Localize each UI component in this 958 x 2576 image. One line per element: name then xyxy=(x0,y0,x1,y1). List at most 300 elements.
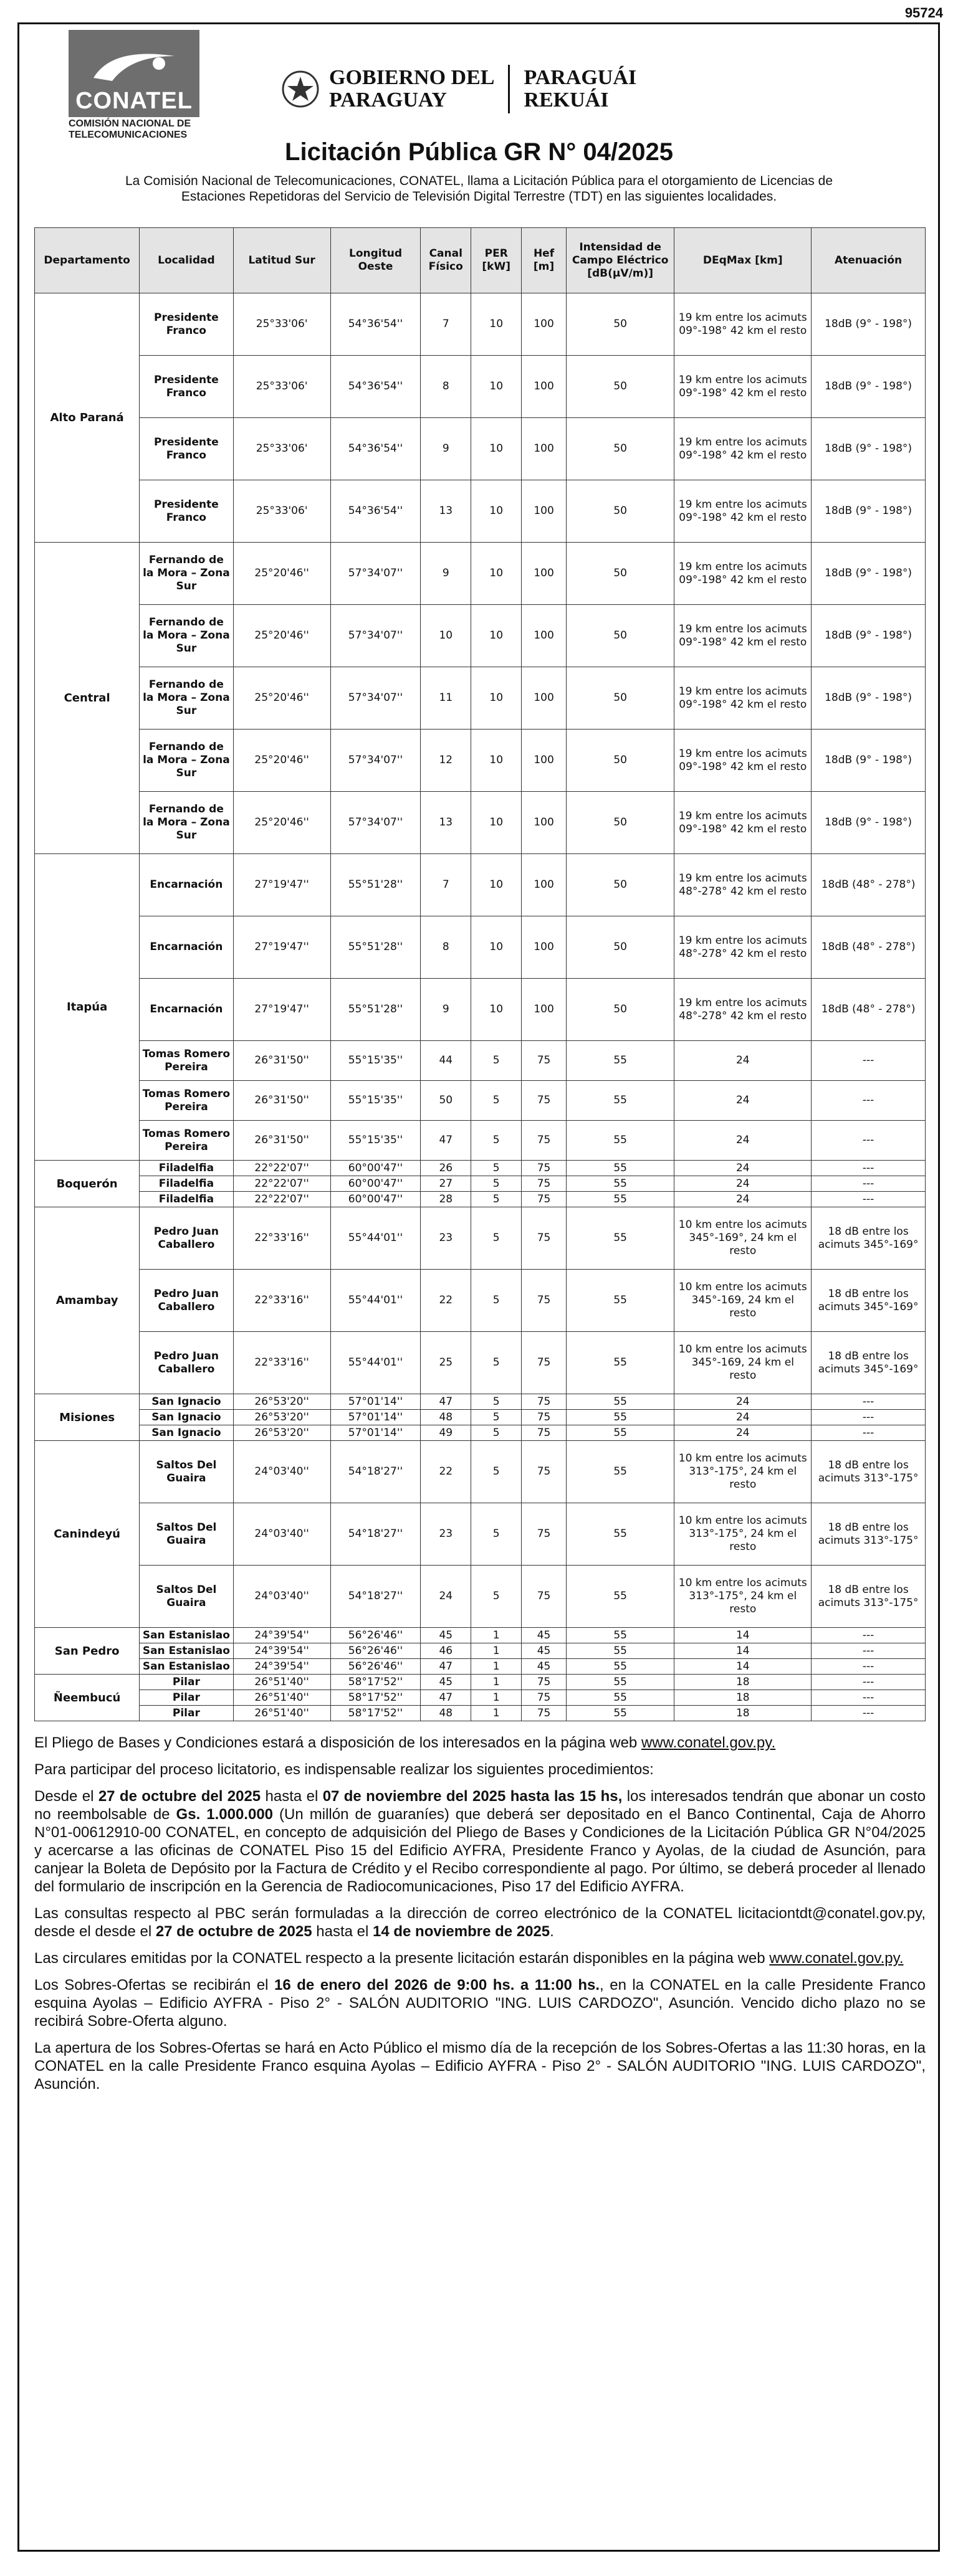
table-cell: Tomas Romero Pereira xyxy=(140,1081,233,1121)
column-header: Atenuación xyxy=(812,228,926,293)
table-cell: 26°51'40'' xyxy=(233,1675,330,1690)
department-cell: San Pedro xyxy=(35,1628,140,1675)
swoosh-icon xyxy=(87,44,181,87)
table-cell: 55 xyxy=(566,1192,674,1207)
table-cell: 10 km entre los acimuts 313°-175°, 24 km el resto xyxy=(674,1503,812,1566)
column-header: Localidad xyxy=(140,228,233,293)
table-header-row xyxy=(35,228,926,293)
table-cell: 25°33'06' xyxy=(233,293,330,356)
table-row xyxy=(35,1659,926,1675)
table-cell: 55°51'28'' xyxy=(330,979,421,1041)
table-cell: 50 xyxy=(566,293,674,356)
table-cell: 75 xyxy=(522,1192,567,1207)
table-row xyxy=(35,1207,926,1270)
table-cell: 10 km entre los acimuts 313°-175°, 24 km el resto xyxy=(674,1441,812,1503)
table-cell: 45 xyxy=(522,1628,567,1643)
table-cell: 18dB (9° - 198°) xyxy=(812,293,926,356)
table-cell: Fernando de la Mora – Zona Sur xyxy=(140,543,233,605)
table-cell: --- xyxy=(812,1041,926,1081)
table-cell: San Estanislao xyxy=(140,1643,233,1659)
gov-guarani xyxy=(524,67,636,112)
table-cell: 19 km entre los acimuts 48°-278° 42 km el resto xyxy=(674,916,812,979)
table-row xyxy=(35,543,926,605)
table-cell: 55 xyxy=(566,1041,674,1081)
p4c: hasta el xyxy=(312,1923,373,1940)
gov-line2: PARAGUAY xyxy=(329,88,447,112)
table-cell: 14 xyxy=(674,1643,812,1659)
table-cell: 24 xyxy=(674,1121,812,1161)
table-cell: 25°20'46'' xyxy=(233,730,330,792)
table-cell: 75 xyxy=(522,1503,567,1566)
table-cell: 55 xyxy=(566,1566,674,1628)
table-cell: 5 xyxy=(471,1041,522,1081)
table-cell: 55 xyxy=(566,1643,674,1659)
p3d: 07 de noviembre del 2025 hasta las 15 hs, xyxy=(322,1788,623,1805)
table-cell: Filadelfia xyxy=(140,1176,233,1192)
table-cell: 55 xyxy=(566,1659,674,1675)
table-cell: 18 dB entre los acimuts 345°-169° xyxy=(812,1270,926,1332)
table-cell: 18 xyxy=(674,1706,812,1721)
table-cell: 45 xyxy=(522,1643,567,1659)
table-cell: 50 xyxy=(566,979,674,1041)
table-cell: Pilar xyxy=(140,1675,233,1690)
table-cell: 26°53'20'' xyxy=(233,1394,330,1410)
table-cell: 22°22'07'' xyxy=(233,1161,330,1176)
department-cell: Boquerón xyxy=(35,1161,140,1207)
table-row xyxy=(35,480,926,543)
table-cell: 5 xyxy=(471,1192,522,1207)
table-cell: 10 xyxy=(471,418,522,480)
table-cell: 26°51'40'' xyxy=(233,1706,330,1721)
table-cell: Tomas Romero Pereira xyxy=(140,1121,233,1161)
table-cell: 75 xyxy=(522,1176,567,1192)
table-cell: 25°33'06' xyxy=(233,356,330,418)
table-cell: 100 xyxy=(522,543,567,605)
table-cell: 47 xyxy=(421,1394,471,1410)
table-cell: 10 xyxy=(471,480,522,543)
table-cell: 57°34'07'' xyxy=(330,730,421,792)
gov-alt1: PARAGUÁI xyxy=(524,66,637,89)
table-cell: 25°33'06' xyxy=(233,480,330,543)
table-cell: 75 xyxy=(522,1441,567,1503)
department-cell: Ñeembucú xyxy=(35,1675,140,1721)
table-cell: 26°31'50'' xyxy=(233,1121,330,1161)
table-cell: Presidente Franco xyxy=(140,356,233,418)
stations-table xyxy=(34,227,926,1721)
table-cell: 10 xyxy=(471,543,522,605)
column-header: Longitud Oeste xyxy=(330,228,421,293)
table-cell: 26 xyxy=(421,1161,471,1176)
table-cell: 22 xyxy=(421,1441,471,1503)
p4b: 27 de octubre de 2025 xyxy=(155,1923,312,1940)
table-cell: 18dB (9° - 198°) xyxy=(812,605,926,667)
table-cell: 5 xyxy=(471,1332,522,1394)
table-cell: --- xyxy=(812,1176,926,1192)
table-cell: 50 xyxy=(566,605,674,667)
paragraph-circulars xyxy=(34,1949,926,1967)
table-row xyxy=(35,293,926,356)
table-cell: 26°53'20'' xyxy=(233,1425,330,1441)
table-cell: 10 xyxy=(471,916,522,979)
table-cell: 18dB (9° - 198°) xyxy=(812,730,926,792)
table-cell: 19 km entre los acimuts 48°-278° 42 km el resto xyxy=(674,979,812,1041)
table-cell: 24°39'54'' xyxy=(233,1643,330,1659)
table-cell: 10 km entre los acimuts 345°-169, 24 km el resto xyxy=(674,1332,812,1394)
table-cell: 58°17'52'' xyxy=(330,1706,421,1721)
table-cell: 9 xyxy=(421,543,471,605)
table-cell: 12 xyxy=(421,730,471,792)
table-cell: 18dB (9° - 198°) xyxy=(812,667,926,730)
table-cell: 22 xyxy=(421,1270,471,1332)
table-cell: 100 xyxy=(522,605,567,667)
p4e: . xyxy=(550,1923,554,1940)
table-cell: 54°36'54'' xyxy=(330,293,421,356)
notice-title: Licitación Pública GR N° 04/2025 xyxy=(285,138,673,166)
table-cell: 10 xyxy=(471,854,522,916)
table-cell: 5 xyxy=(471,1503,522,1566)
table-cell: 14 xyxy=(674,1628,812,1643)
table-cell: 7 xyxy=(421,293,471,356)
table-cell: Saltos Del Guaira xyxy=(140,1503,233,1566)
table-cell: 18dB (9° - 198°) xyxy=(812,480,926,543)
p6a: Los Sobres-Ofertas se recibirán el xyxy=(34,1977,275,1994)
table-cell: 55°15'35'' xyxy=(330,1081,421,1121)
table-row xyxy=(35,1628,926,1643)
table-cell: 27°19'47'' xyxy=(233,916,330,979)
p5-text: Las circulares emitidas por la CONATEL respecto a la presente licitación estarán disponibles en la página web xyxy=(34,1950,765,1967)
table-cell: Fernando de la Mora – Zona Sur xyxy=(140,792,233,854)
table-row xyxy=(35,418,926,480)
table-cell: 18 dB entre los acimuts 313°-175° xyxy=(812,1503,926,1566)
table-cell: 19 km entre los acimuts 09°-198° 42 km el resto xyxy=(674,730,812,792)
table-cell: 50 xyxy=(566,667,674,730)
table-cell: 55°44'01'' xyxy=(330,1332,421,1394)
table-cell: 13 xyxy=(421,792,471,854)
table-cell: 10 xyxy=(471,605,522,667)
table-cell: 7 xyxy=(421,854,471,916)
table-cell: Pedro Juan Caballero xyxy=(140,1207,233,1270)
table-cell: 24 xyxy=(674,1081,812,1121)
p3c: hasta el xyxy=(261,1788,323,1805)
table-cell: 75 xyxy=(522,1207,567,1270)
table-row xyxy=(35,730,926,792)
table-cell: Pedro Juan Caballero xyxy=(140,1332,233,1394)
table-cell: Pedro Juan Caballero xyxy=(140,1270,233,1332)
table-cell: Presidente Franco xyxy=(140,418,233,480)
table-cell: Presidente Franco xyxy=(140,480,233,543)
p4a: Las consultas respecto al PBC serán formuladas a la dirección de correo electrónico de la CONATEL licitaciontdt@conatel.gov.py, desde el desde el xyxy=(34,1905,926,1940)
table-row xyxy=(35,1425,926,1441)
table-cell: 100 xyxy=(522,730,567,792)
table-cell: 55 xyxy=(566,1706,674,1721)
paragraph-queries xyxy=(34,1904,926,1941)
table-cell: 55 xyxy=(566,1081,674,1121)
table-row xyxy=(35,1081,926,1121)
table-cell: 24°03'40'' xyxy=(233,1566,330,1628)
table-cell: 18 dB entre los acimuts 313°-175° xyxy=(812,1441,926,1503)
table-row xyxy=(35,1041,926,1081)
table-cell: 47 xyxy=(421,1690,471,1706)
table-cell: 25°20'46'' xyxy=(233,605,330,667)
table-cell: 5 xyxy=(471,1425,522,1441)
table-cell: 50 xyxy=(566,916,674,979)
table-row xyxy=(35,667,926,730)
gov-line1: GOBIERNO DEL xyxy=(329,66,495,89)
table-cell: 75 xyxy=(522,1121,567,1161)
government-brand xyxy=(280,55,636,123)
table-cell: 54°18'27'' xyxy=(330,1566,421,1628)
gov-spanish xyxy=(329,67,494,112)
table-cell: 19 km entre los acimuts 09°-198° 42 km el resto xyxy=(674,356,812,418)
table-cell: 50 xyxy=(566,480,674,543)
table-cell: 10 xyxy=(471,730,522,792)
conatel-link[interactable]: www.conatel.gov.py. xyxy=(641,1734,776,1751)
table-cell: Fernando de la Mora – Zona Sur xyxy=(140,605,233,667)
table-cell: 55°44'01'' xyxy=(330,1270,421,1332)
p6c: , en la CONATEL en la calle Presidente Franco esquina Ayolas – Edificio AYFRA - Piso 2° - SALÓN AUDITORIO "ING. LUIS CARDOZO", Asunción. Vencido dicho plazo no se recibirá Sobre-Oferta alguno. xyxy=(34,1977,926,2030)
table-cell: San Estanislao xyxy=(140,1659,233,1675)
table-cell: Fernando de la Mora – Zona Sur xyxy=(140,730,233,792)
table-cell: 26°51'40'' xyxy=(233,1690,330,1706)
p6b: 16 de enero del 2026 de 9:00 hs. a 11:00 hs. xyxy=(274,1977,600,1994)
table-cell: 55 xyxy=(566,1410,674,1425)
table-cell: 10 xyxy=(471,979,522,1041)
table-cell: 26°53'20'' xyxy=(233,1410,330,1425)
table-cell: 24 xyxy=(674,1176,812,1192)
table-cell: 75 xyxy=(522,1675,567,1690)
table-cell: San Ignacio xyxy=(140,1425,233,1441)
table-cell: 56°26'46'' xyxy=(330,1659,421,1675)
table-cell: 8 xyxy=(421,356,471,418)
table-cell: 26°31'50'' xyxy=(233,1041,330,1081)
table-cell: 5 xyxy=(471,1410,522,1425)
table-cell: 24 xyxy=(674,1192,812,1207)
table-cell: 55 xyxy=(566,1425,674,1441)
table-cell: 5 xyxy=(471,1394,522,1410)
table-cell: 1 xyxy=(471,1675,522,1690)
department-cell: Canindeyú xyxy=(35,1441,140,1628)
table-cell: 10 km entre los acimuts 313°-175°, 24 km el resto xyxy=(674,1566,812,1628)
department-cell: Amambay xyxy=(35,1207,140,1394)
table-cell: 8 xyxy=(421,916,471,979)
table-row xyxy=(35,792,926,854)
table-row xyxy=(35,1176,926,1192)
table-cell: 75 xyxy=(522,1690,567,1706)
table-cell: 19 km entre los acimuts 09°-198° 42 km el resto xyxy=(674,293,812,356)
table-cell: 50 xyxy=(566,418,674,480)
column-header: Departamento xyxy=(35,228,140,293)
table-cell: --- xyxy=(812,1643,926,1659)
table-cell: Filadelfia xyxy=(140,1161,233,1176)
p3g: (Un millón de guaraníes) que deberá ser depositado en el Banco Continental, Caja de Ahorro N°01-00612910-00 CONATEL, en concepto de adquisición del Pliego de Bases y Condiciones de la Licitación Pública GR N°04/2025 y acercarse a las oficinas de CONATEL Piso 15 del Edificio AYFRA, Presidente Franco y Ayolas, de la ciudad de Asunción, para canjear la Boleta de Depósito por la Factura de Crédito y el Recibo correspondiente al pago. Por último, se deberá proceder al llenado del formulario de inscripción en la Gerencia de Radiocomunicaciones, Piso 17 del Edificio AYFRA. xyxy=(34,1806,926,1895)
table-cell: 75 xyxy=(522,1425,567,1441)
table-cell: Pilar xyxy=(140,1706,233,1721)
table-cell: 55 xyxy=(566,1332,674,1394)
table-row xyxy=(35,1161,926,1176)
table-cell: 45 xyxy=(421,1675,471,1690)
column-header: PER [kW] xyxy=(471,228,522,293)
table-cell: --- xyxy=(812,1081,926,1121)
conatel-link-2[interactable]: www.conatel.gov.py. xyxy=(769,1950,904,1967)
table-cell: 57°34'07'' xyxy=(330,543,421,605)
table-row xyxy=(35,1270,926,1332)
table-cell: 10 xyxy=(421,605,471,667)
table-cell: 60°00'47'' xyxy=(330,1161,421,1176)
table-cell: 55°51'28'' xyxy=(330,916,421,979)
table-cell: --- xyxy=(812,1659,926,1675)
divider xyxy=(508,65,510,113)
table-cell: 50 xyxy=(566,356,674,418)
table-cell: 58°17'52'' xyxy=(330,1690,421,1706)
table-cell: 22°33'16'' xyxy=(233,1332,330,1394)
table-cell: 57°01'14'' xyxy=(330,1394,421,1410)
table-cell: 1 xyxy=(471,1706,522,1721)
table-cell: 75 xyxy=(522,1394,567,1410)
table-cell: 100 xyxy=(522,854,567,916)
table-cell: 9 xyxy=(421,979,471,1041)
table-cell: 55 xyxy=(566,1270,674,1332)
table-cell: 55 xyxy=(566,1207,674,1270)
p3e: los interesados tendrán que abonar un costo no reembolsable de xyxy=(34,1788,926,1823)
table-cell: 57°01'14'' xyxy=(330,1425,421,1441)
table-cell: 1 xyxy=(471,1690,522,1706)
table-cell: 75 xyxy=(522,1332,567,1394)
table-cell: 55 xyxy=(566,1690,674,1706)
table-cell: 5 xyxy=(471,1176,522,1192)
department-cell: Alto Paraná xyxy=(35,293,140,543)
table-cell: --- xyxy=(812,1675,926,1690)
p3f: Gs. 1.000.000 xyxy=(176,1806,274,1823)
table-cell: 50 xyxy=(566,543,674,605)
table-cell: 75 xyxy=(522,1566,567,1628)
table-cell: 19 km entre los acimuts 09°-198° 42 km el resto xyxy=(674,543,812,605)
table-cell: Saltos Del Guaira xyxy=(140,1441,233,1503)
table-cell: 100 xyxy=(522,293,567,356)
table-cell: San Estanislao xyxy=(140,1628,233,1643)
table-cell: 10 xyxy=(471,293,522,356)
table-cell: 48 xyxy=(421,1706,471,1721)
table-cell: Pilar xyxy=(140,1690,233,1706)
table-cell: 75 xyxy=(522,1410,567,1425)
table-cell: 56°26'46'' xyxy=(330,1643,421,1659)
table-cell: 18dB (9° - 198°) xyxy=(812,356,926,418)
table-cell: --- xyxy=(812,1425,926,1441)
table-cell: 100 xyxy=(522,792,567,854)
table-cell: 25 xyxy=(421,1332,471,1394)
table-cell: 18dB (9° - 198°) xyxy=(812,543,926,605)
table-cell: 55 xyxy=(566,1628,674,1643)
table-cell: 57°01'14'' xyxy=(330,1410,421,1425)
table-row xyxy=(35,1706,926,1721)
table-cell: 55 xyxy=(566,1503,674,1566)
p4d: 14 de noviembre de 2025 xyxy=(373,1923,550,1940)
table-cell: --- xyxy=(812,1690,926,1706)
table-cell: 55 xyxy=(566,1161,674,1176)
table-cell: 10 xyxy=(471,356,522,418)
table-cell: 100 xyxy=(522,480,567,543)
table-cell: 56°26'46'' xyxy=(330,1628,421,1643)
table-cell: 24 xyxy=(674,1394,812,1410)
table-cell: 25°20'46'' xyxy=(233,543,330,605)
table-cell: 25°20'46'' xyxy=(233,667,330,730)
table-cell: 19 km entre los acimuts 09°-198° 42 km el resto xyxy=(674,792,812,854)
table-cell: 54°18'27'' xyxy=(330,1441,421,1503)
table-cell: 28 xyxy=(421,1192,471,1207)
table-cell: 55 xyxy=(566,1176,674,1192)
table-row xyxy=(35,1566,926,1628)
table-cell: Fernando de la Mora – Zona Sur xyxy=(140,667,233,730)
table-cell: 22°22'07'' xyxy=(233,1192,330,1207)
table-cell: 9 xyxy=(421,418,471,480)
table-cell: Tomas Romero Pereira xyxy=(140,1041,233,1081)
paragraph-payment xyxy=(34,1787,926,1896)
table-row xyxy=(35,1394,926,1410)
table-row xyxy=(35,1690,926,1706)
table-cell: Saltos Del Guaira xyxy=(140,1566,233,1628)
table-cell: 55 xyxy=(566,1121,674,1161)
seal-icon xyxy=(280,69,320,109)
table-cell: 1 xyxy=(471,1643,522,1659)
gov-alt2: REKUÁI xyxy=(524,88,609,112)
table-cell: 10 km entre los acimuts 345°-169, 24 km el resto xyxy=(674,1270,812,1332)
table-cell: 44 xyxy=(421,1041,471,1081)
table-cell: 10 km entre los acimuts 345°-169°, 24 km el resto xyxy=(674,1207,812,1270)
table-cell: 100 xyxy=(522,418,567,480)
table-cell: 18 xyxy=(674,1690,812,1706)
table-cell: 49 xyxy=(421,1425,471,1441)
table-cell: Encarnación xyxy=(140,854,233,916)
table-cell: Encarnación xyxy=(140,979,233,1041)
table-cell: 5 xyxy=(471,1161,522,1176)
table-cell: 75 xyxy=(522,1161,567,1176)
table-cell: 55 xyxy=(566,1675,674,1690)
table-cell: San Ignacio xyxy=(140,1394,233,1410)
table-cell: 55°44'01'' xyxy=(330,1207,421,1270)
conatel-logo xyxy=(69,30,199,117)
table-cell: 24 xyxy=(674,1425,812,1441)
table-cell: 18dB (9° - 198°) xyxy=(812,418,926,480)
department-cell: Central xyxy=(35,543,140,854)
table-cell: --- xyxy=(812,1628,926,1643)
table-cell: 100 xyxy=(522,979,567,1041)
table-cell: 27°19'47'' xyxy=(233,979,330,1041)
table-row xyxy=(35,1121,926,1161)
table-cell: 24 xyxy=(421,1566,471,1628)
table-cell: 5 xyxy=(471,1121,522,1161)
table-cell: 47 xyxy=(421,1659,471,1675)
table-cell: 19 km entre los acimuts 09°-198° 42 km el resto xyxy=(674,480,812,543)
column-header: DEqMax [km] xyxy=(674,228,812,293)
table-cell: 18dB (9° - 198°) xyxy=(812,792,926,854)
table-cell: 54°18'27'' xyxy=(330,1503,421,1566)
table-cell: 19 km entre los acimuts 09°-198° 42 km el resto xyxy=(674,418,812,480)
paragraph-pbc xyxy=(34,1734,926,1752)
table-cell: 75 xyxy=(522,1081,567,1121)
table-cell: 47 xyxy=(421,1121,471,1161)
table-cell: 18dB (48° - 278°) xyxy=(812,916,926,979)
column-header: Canal Físico xyxy=(421,228,471,293)
paragraph-procedures: Para participar del proceso licitatorio, es indispensable realizar los siguientes procedimientos: xyxy=(34,1761,654,1778)
table-cell: 46 xyxy=(421,1643,471,1659)
table-cell: 57°34'07'' xyxy=(330,667,421,730)
department-cell: Itapúa xyxy=(35,854,140,1161)
department-cell: Misiones xyxy=(35,1394,140,1441)
table-cell: 1 xyxy=(471,1628,522,1643)
table-cell: 5 xyxy=(471,1566,522,1628)
table-cell: 50 xyxy=(566,730,674,792)
ad-number: 95724 xyxy=(904,5,943,21)
table-cell: 25°20'46'' xyxy=(233,792,330,854)
